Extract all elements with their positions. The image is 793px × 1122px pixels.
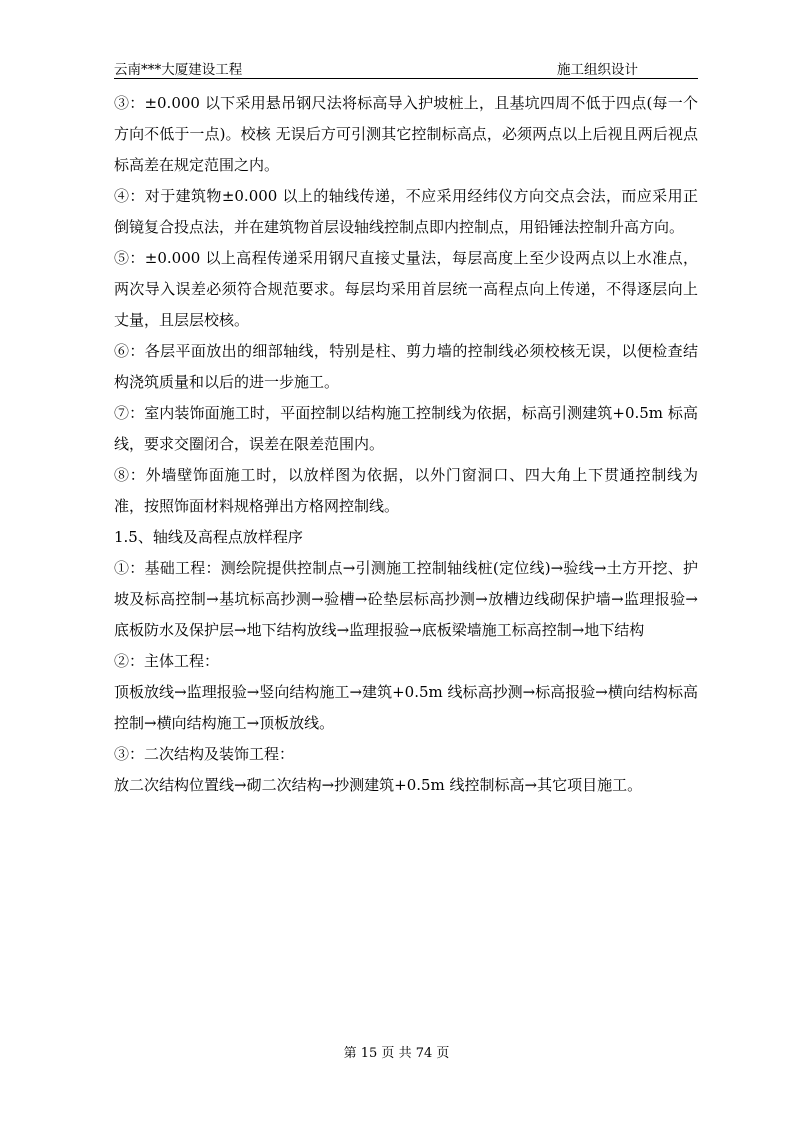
- page-number: 第 15 页 共 74 页: [343, 1046, 450, 1061]
- paragraph-elevation-transfer-above: ⑤：±0.000 以上高程传递采用钢尺直接丈量法，每层高度上至少设两点以上水准点，两次导入误差必须符合规范要求。每层均采用首层统一高程点向上传递，不得逐层向上丈量，且层层校核。: [114, 249, 698, 329]
- paragraph-secondary-structure-procedure: 放二次结构位置线→砌二次结构→抄测建筑+0.5m 线控制标高→其它项目施工。: [114, 776, 643, 794]
- paragraph-elevation-transfer-below: ③：±0.000 以下采用悬吊钢尺法将标高导入护坡桩上，且基坑四周不低于四点(每一个方向不低于一点)。校核 无误后方可引测其它控制标高点，必须两点以上后视且两后视点标高差在规定范围之内。: [114, 94, 698, 174]
- paragraph-axis-transfer: ④：对于建筑物±0.000 以上的轴线传递，不应采用经纬仪方向交点会法，而应采用正倒镜复合投点法，并在建筑物首层设轴线控制点即内控制点，用铅锤法控制升高方向。: [114, 187, 698, 236]
- section-heading: 1.5、轴线及高程点放样程序: [114, 528, 303, 546]
- paragraph-interior-finish: ⑦：室内装饰面施工时，平面控制以结构施工控制线为依据，标高引测建筑+0.5m 标高线，要求交圈闭合，误差在限差范围内。: [114, 404, 698, 453]
- paragraph-main-structure-procedure: 顶板放线→监理报验→竖向结构施工→建筑+0.5m 线标高抄测→标高报验→横向结构标高控制→横向结构施工→顶板放线。: [114, 683, 698, 732]
- paragraph-secondary-structure-heading: ③：二次结构及装饰工程：: [114, 745, 295, 763]
- header-project-title: 云南***大厦建设工程: [114, 62, 243, 78]
- document-body: [114, 88, 698, 801]
- page-header: [114, 58, 698, 79]
- paragraph-exterior-finish: ⑧：外墙壁饰面施工时，以放样图为依据，以外门窗洞口、四大角上下贯通控制线为准，按照饰面材料规格弹出方格网控制线。: [114, 466, 698, 515]
- paragraph-foundation-procedure: ①：基础工程：测绘院提供控制点→引测施工控制轴线桩(定位线)→验线→土方开挖、护坡及标高控制→基坑标高抄测→验槽→砼垫层标高抄测→放槽边线砌保护墙→监理报验→底板防水及保护层→地下结构放线→监理报验→底板梁墙施工标高控制→地下结构: [114, 559, 698, 639]
- paragraph-detail-axis-check: ⑥：各层平面放出的细部轴线，特别是柱、剪力墙的控制线必须校核无误，以便检查结构浇筑质量和以后的进一步施工。: [114, 342, 698, 391]
- header-document-title: 施工组织设计: [557, 62, 638, 78]
- paragraph-main-structure-heading: ②：主体工程：: [114, 652, 220, 670]
- page-footer: [0, 1042, 793, 1061]
